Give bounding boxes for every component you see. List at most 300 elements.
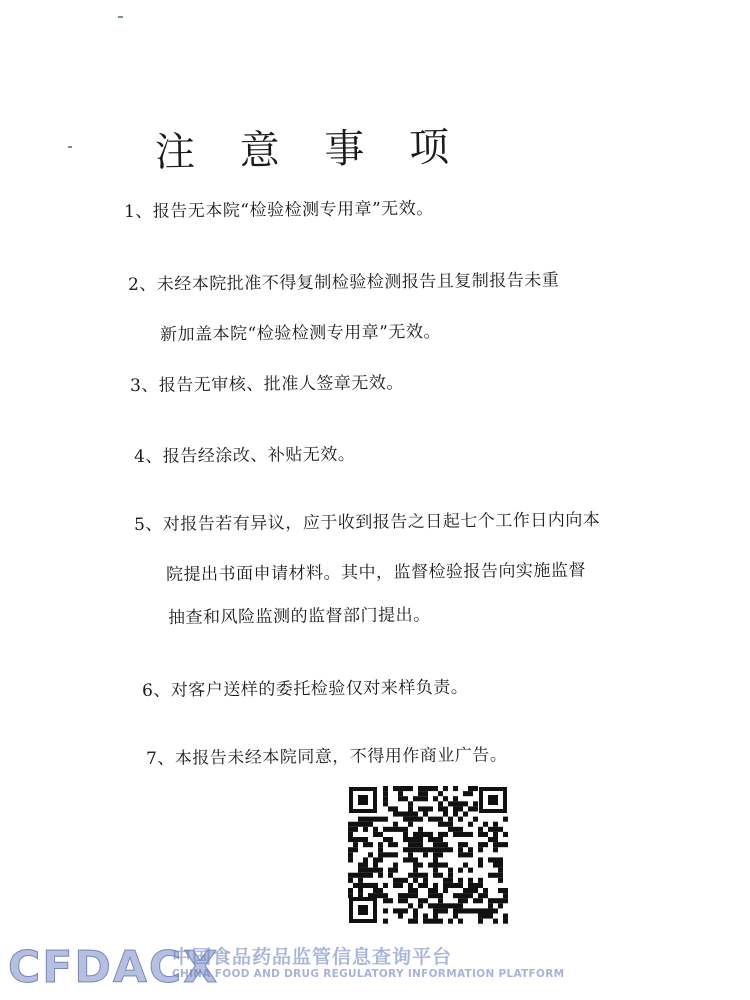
qr-module — [483, 908, 488, 913]
qr-module — [443, 908, 448, 913]
qr-module — [433, 847, 438, 852]
qr-module — [373, 832, 378, 837]
qr-module — [403, 786, 408, 791]
qr-module — [453, 903, 458, 908]
qr-module — [448, 878, 453, 883]
qr-module — [438, 903, 443, 908]
qr-module — [363, 837, 368, 842]
qr-module — [493, 832, 498, 837]
qr-module — [348, 873, 353, 878]
qr-module — [383, 898, 388, 903]
qr-module — [428, 903, 433, 908]
qr-module — [433, 908, 438, 913]
qr-module — [428, 832, 433, 837]
qr-module — [433, 888, 438, 893]
qr-module — [418, 817, 423, 822]
qr-module — [418, 863, 423, 868]
qr-module — [488, 827, 493, 832]
qr-module — [398, 812, 403, 817]
qr-module — [423, 883, 428, 888]
qr-module — [468, 888, 473, 893]
qr-module — [363, 857, 368, 862]
qr-module — [383, 801, 388, 806]
qr-module — [423, 791, 428, 796]
qr-module — [353, 822, 358, 827]
qr-module — [383, 817, 388, 822]
qr-module — [468, 822, 473, 827]
qr-module — [408, 919, 413, 924]
qr-module — [408, 801, 413, 806]
qr-module — [398, 786, 403, 791]
qr-module — [418, 827, 423, 832]
qr-module — [413, 857, 418, 862]
qr-module — [458, 919, 463, 924]
qr-module — [393, 827, 398, 832]
qr-module — [498, 868, 503, 873]
qr-module — [433, 873, 438, 878]
qr-module — [433, 786, 438, 791]
qr-module — [503, 888, 508, 893]
qr-module — [428, 806, 433, 811]
qr-module — [453, 914, 458, 919]
qr-module — [438, 791, 443, 796]
qr-module — [393, 786, 398, 791]
qr-module — [438, 852, 443, 857]
qr-module — [393, 812, 398, 817]
qr-module — [458, 801, 463, 806]
qr-module — [438, 822, 443, 827]
qr-module — [498, 827, 503, 832]
qr-module — [353, 883, 358, 888]
qr-module — [423, 898, 428, 903]
qr-module — [503, 842, 508, 847]
qr-module — [433, 893, 438, 898]
qr-module — [348, 837, 353, 842]
qr-module — [378, 857, 383, 862]
qr-module — [403, 832, 408, 837]
qr-module — [398, 791, 403, 796]
qr-module — [418, 791, 423, 796]
qr-module — [403, 908, 408, 913]
qr-module — [503, 898, 508, 903]
qr-module — [468, 786, 473, 791]
qr-module — [438, 842, 443, 847]
qr-module — [408, 806, 413, 811]
qr-module — [433, 837, 438, 842]
qr-module — [348, 832, 353, 837]
qr-module — [388, 868, 393, 873]
qr-module — [383, 908, 388, 913]
qr-module — [458, 878, 463, 883]
qr-module — [388, 827, 393, 832]
qr-module — [453, 832, 458, 837]
qr-module — [383, 883, 388, 888]
qr-module — [358, 888, 363, 893]
qr-module — [398, 914, 403, 919]
qr-module — [408, 852, 413, 857]
qr-module — [418, 832, 423, 837]
qr-module — [488, 837, 493, 842]
qr-module — [438, 873, 443, 878]
qr-module — [478, 914, 483, 919]
qr-module — [458, 806, 463, 811]
qr-module — [478, 908, 483, 913]
qr-module — [468, 908, 473, 913]
qr-module — [398, 893, 403, 898]
qr-module — [403, 898, 408, 903]
qr-module — [358, 863, 363, 868]
qr-module — [463, 832, 468, 837]
qr-module — [353, 842, 358, 847]
qr-module — [468, 883, 473, 888]
qr-module — [453, 796, 458, 801]
qr-module — [468, 832, 473, 837]
qr-module — [498, 878, 503, 883]
qr-module — [388, 852, 393, 857]
qr-module — [383, 919, 388, 924]
qr-module — [448, 847, 453, 852]
qr-module — [373, 883, 378, 888]
qr-module — [493, 857, 498, 862]
qr-module — [418, 873, 423, 878]
qr-module — [493, 842, 498, 847]
qr-module — [403, 847, 408, 852]
qr-module — [453, 908, 458, 913]
qr-module — [453, 786, 458, 791]
qr-module — [478, 842, 483, 847]
qr-module — [408, 893, 413, 898]
qr-module — [423, 847, 428, 852]
notice-item-1: 1、报告无本院“检验检测专用章”无效。 — [123, 198, 434, 222]
platform-watermark — [0, 936, 750, 1000]
qr-module — [358, 878, 363, 883]
qr-module — [448, 817, 453, 822]
qr-module — [398, 883, 403, 888]
qr-module — [358, 868, 363, 873]
qr-module — [403, 817, 408, 822]
qr-module — [428, 786, 433, 791]
qr-module — [348, 822, 353, 827]
qr-module — [438, 801, 443, 806]
qr-module — [363, 863, 368, 868]
qr-module — [458, 868, 463, 873]
notice-item-5-continued-1: 院提出书面申请材料。其中，监督检验报告向实施监督 — [165, 560, 587, 585]
qr-module — [448, 822, 453, 827]
qr-module — [443, 822, 448, 827]
qr-module — [503, 919, 508, 924]
qr-module — [478, 878, 483, 883]
qr-module — [478, 857, 483, 862]
qr-module — [478, 832, 483, 837]
qr-module — [463, 863, 468, 868]
watermark-name-cn: 中国食品药品监管信息查询平台 — [172, 946, 453, 968]
notice-item-4: 4、报告经涂改、补贴无效。 — [133, 444, 356, 467]
qr-module — [388, 873, 393, 878]
qr-module — [458, 817, 463, 822]
qr-module — [463, 908, 468, 913]
qr-module — [368, 817, 373, 822]
qr-module — [368, 873, 373, 878]
qr-module — [423, 812, 428, 817]
qr-module — [478, 919, 483, 924]
qr-module — [368, 822, 373, 827]
qr-module — [348, 878, 353, 883]
qr-module — [368, 852, 373, 857]
qr-module — [393, 852, 398, 857]
qr-module — [393, 842, 398, 847]
qr-module — [358, 837, 363, 842]
qr-module — [393, 863, 398, 868]
qr-module — [348, 847, 353, 852]
qr-module — [498, 873, 503, 878]
qr-module — [383, 791, 388, 796]
qr-module — [398, 796, 403, 801]
qr-module — [493, 919, 498, 924]
qr-module — [403, 796, 408, 801]
qr-module — [468, 868, 473, 873]
qr-module — [393, 868, 398, 873]
qr-module — [493, 898, 498, 903]
qr-module — [358, 817, 363, 822]
qr-module — [393, 822, 398, 827]
qr-module — [433, 883, 438, 888]
qr-module — [423, 786, 428, 791]
qr-module — [473, 806, 478, 811]
qr-module — [438, 898, 443, 903]
qr-module — [438, 817, 443, 822]
qr-module — [398, 898, 403, 903]
qr-module — [363, 817, 368, 822]
qr-module — [448, 868, 453, 873]
qr-module — [478, 847, 483, 852]
qr-module — [423, 878, 428, 883]
qr-module — [473, 801, 478, 806]
qr-module — [463, 801, 468, 806]
qr-module — [438, 908, 443, 913]
qr-module — [353, 847, 358, 852]
qr-module — [428, 863, 433, 868]
qr-module — [423, 919, 428, 924]
qr-module — [373, 857, 378, 862]
qr-module — [458, 893, 463, 898]
qr-module — [408, 842, 413, 847]
qr-module — [493, 827, 498, 832]
qr-module — [453, 812, 458, 817]
qr-module — [378, 893, 383, 898]
qr-module — [468, 878, 473, 883]
qr-module — [488, 898, 493, 903]
qr-module — [398, 908, 403, 913]
qr-module — [388, 898, 393, 903]
qr-module — [453, 806, 458, 811]
qr-module — [433, 852, 438, 857]
qr-module — [468, 791, 473, 796]
qr-module — [493, 863, 498, 868]
qr-module — [453, 827, 458, 832]
qr-module — [418, 842, 423, 847]
qr-module — [373, 817, 378, 822]
qr-module — [418, 903, 423, 908]
qr-module — [503, 914, 508, 919]
qr-module — [393, 908, 398, 913]
qr-module — [488, 914, 493, 919]
qr-module — [348, 857, 353, 862]
qr-module — [368, 868, 373, 873]
qr-module — [413, 863, 418, 868]
qr-module — [363, 873, 368, 878]
qr-module — [468, 893, 473, 898]
qr-module — [408, 873, 413, 878]
qr-module — [478, 827, 483, 832]
watermark-logo: CFDACX — [8, 942, 220, 993]
qr-module — [483, 832, 488, 837]
qr-module — [413, 888, 418, 893]
qr-module — [393, 878, 398, 883]
qr-module — [383, 852, 388, 857]
qr-module — [403, 893, 408, 898]
qr-module — [473, 786, 478, 791]
qr-module — [423, 852, 428, 857]
qr-module — [413, 817, 418, 822]
qr-module — [458, 832, 463, 837]
qr-module — [418, 806, 423, 811]
qr-module — [413, 878, 418, 883]
qr-module — [498, 863, 503, 868]
qr-module — [493, 822, 498, 827]
qr-module — [478, 893, 483, 898]
qr-module — [358, 883, 363, 888]
qr-module — [453, 883, 458, 888]
notice-item-2: 2、未经本院批准不得复制检验检测报告且复制报告未重 — [127, 270, 560, 295]
notice-item-6: 6、对客户送样的委托检验仅对来样负责。 — [141, 677, 469, 701]
qr-module — [503, 893, 508, 898]
qr-module — [403, 878, 408, 883]
qr-module — [458, 847, 463, 852]
qr-module — [398, 827, 403, 832]
qr-module — [433, 796, 438, 801]
qr-module — [483, 914, 488, 919]
qr-module — [418, 847, 423, 852]
qr-module — [443, 832, 448, 837]
qr-module — [438, 832, 443, 837]
qr-module — [358, 873, 363, 878]
qr-module — [363, 822, 368, 827]
qr-module — [368, 842, 373, 847]
qr-module — [353, 837, 358, 842]
qr-module — [433, 857, 438, 862]
qr-module — [393, 883, 398, 888]
qr-module — [438, 863, 443, 868]
qr-module — [353, 827, 358, 832]
qr-module — [458, 908, 463, 913]
qr-module — [448, 801, 453, 806]
qr-module — [443, 806, 448, 811]
qr-module — [383, 796, 388, 801]
qr-module — [413, 914, 418, 919]
qr-module — [413, 837, 418, 842]
qr-module — [378, 852, 383, 857]
qr-module — [408, 847, 413, 852]
qr-module — [398, 878, 403, 883]
qr-module — [403, 827, 408, 832]
qr-module — [468, 847, 473, 852]
qr-module — [373, 827, 378, 832]
qr-module — [448, 919, 453, 924]
qr-module — [408, 817, 413, 822]
qr-module — [463, 852, 468, 857]
qr-module — [473, 898, 478, 903]
qr-module — [418, 796, 423, 801]
qr-module — [493, 847, 498, 852]
qr-module — [388, 837, 393, 842]
qr-module — [433, 919, 438, 924]
qr-module — [378, 832, 383, 837]
qr-module — [373, 888, 378, 893]
qr-module — [413, 908, 418, 913]
qr-module — [433, 817, 438, 822]
qr-module — [418, 786, 423, 791]
qr-module — [348, 827, 353, 832]
qr-module — [493, 873, 498, 878]
qr-module — [423, 806, 428, 811]
qr-module — [413, 873, 418, 878]
qr-module — [493, 837, 498, 842]
qr-module — [443, 796, 448, 801]
qr-module — [438, 847, 443, 852]
qr-module — [418, 898, 423, 903]
qr-module — [483, 842, 488, 847]
qr-module — [438, 919, 443, 924]
qr-module — [413, 868, 418, 873]
qr-module — [358, 822, 363, 827]
qr-module — [458, 827, 463, 832]
qr-module — [408, 857, 413, 862]
qr-module — [408, 837, 413, 842]
qr-module — [403, 857, 408, 862]
qr-module — [428, 817, 433, 822]
qr-module — [363, 842, 368, 847]
qr-module — [383, 786, 388, 791]
qr-module — [448, 883, 453, 888]
qr-module — [473, 908, 478, 913]
qr-module — [368, 883, 373, 888]
qr-module — [438, 806, 443, 811]
qr-module — [383, 893, 388, 898]
qr-module — [408, 786, 413, 791]
qr-module — [498, 903, 503, 908]
qr-module — [348, 852, 353, 857]
qr-module — [478, 898, 483, 903]
qr-module — [438, 893, 443, 898]
qr-module — [458, 903, 463, 908]
qr-module — [373, 863, 378, 868]
qr-module — [473, 883, 478, 888]
qr-module — [453, 893, 458, 898]
notice-item-5-continued-2: 抽查和风险监测的监督部门提出。 — [167, 605, 431, 628]
qr-module — [363, 883, 368, 888]
qr-module — [503, 832, 508, 837]
qr-module — [418, 837, 423, 842]
qr-module — [408, 812, 413, 817]
qr-module — [438, 837, 443, 842]
qr-module — [408, 888, 413, 893]
qr-module — [458, 852, 463, 857]
qr-module — [388, 806, 393, 811]
qr-module — [408, 822, 413, 827]
qr-module — [493, 908, 498, 913]
qr-module — [408, 883, 413, 888]
qr-module — [408, 903, 413, 908]
